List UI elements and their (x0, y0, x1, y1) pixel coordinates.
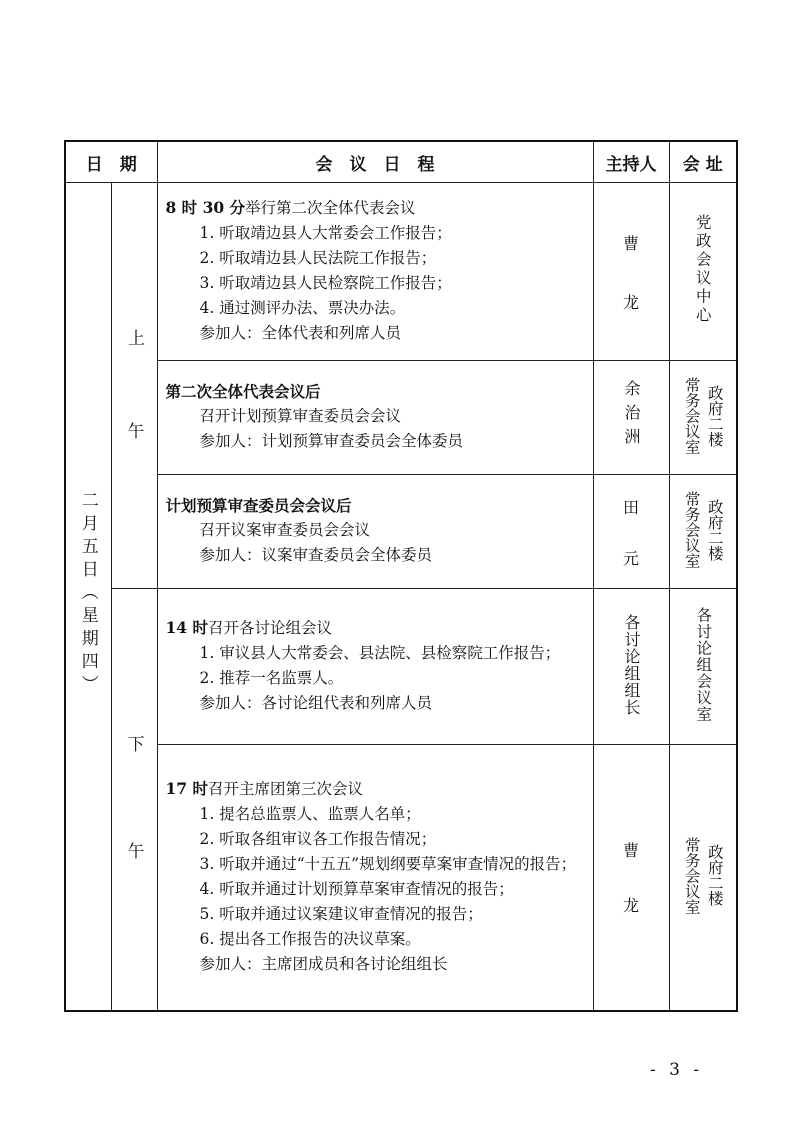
header-agenda: 会 议 日 程 (157, 141, 593, 183)
host-cell (593, 589, 669, 745)
agenda-item: 2. 推荐一名监票人。 (199, 669, 344, 687)
venue-building: 政府二楼 (705, 384, 724, 447)
agenda-heading: 8 时 30 分举行第二次全体代表会议 (165, 198, 416, 217)
host-cell (593, 745, 669, 1011)
agenda-cell (157, 589, 593, 745)
venue-cell (669, 589, 737, 745)
agenda-item: 5. 听取并通过议案建议审查情况的报告； (199, 904, 483, 923)
host-name-part: 龙 (622, 896, 639, 916)
agenda-item: 2. 听取靖边县人民法院工作报告； (199, 249, 437, 267)
agenda-item: 4. 通过测评办法、票决办法。 (199, 299, 406, 317)
period-morning (111, 183, 157, 589)
venue-room: 常务会议室 (682, 836, 701, 914)
agenda-heading: 14 时召开各讨论组会议 (165, 618, 332, 637)
agenda-heading: 计划预算审查委员会会议后 (165, 496, 352, 515)
agenda-cell (157, 361, 593, 475)
agenda-cell (157, 745, 593, 1011)
host-name: 各讨论组组长 (622, 613, 641, 716)
venue-cell (669, 361, 737, 475)
venue-building: 政府二楼 (705, 498, 724, 561)
host-name: 余治洲 (622, 379, 641, 452)
agenda-item: 2. 听取各组审议各工作报告情况； (199, 829, 437, 848)
venue-cell (669, 475, 737, 589)
agenda-heading: 第二次全体代表会议后 (165, 382, 321, 401)
venue-cell (669, 745, 737, 1011)
period-afternoon-bottom: 午 (123, 842, 144, 860)
period-afternoon-top: 下 (123, 735, 144, 753)
date-cell (65, 183, 111, 1011)
attendees: 参加人：主席团成员和各讨论组组长 (199, 954, 448, 973)
host-cell (593, 361, 669, 475)
agenda-item: 3. 听取靖边县人民检察院工作报告； (199, 274, 452, 292)
agenda-item: 6. 提出各工作报告的决议草案。 (199, 929, 421, 948)
venue-cell (669, 183, 737, 361)
period-afternoon (111, 589, 157, 1011)
attendees: 参加人：全体代表和列席人员 (199, 324, 402, 342)
agenda-cell (157, 475, 593, 589)
header-row (65, 141, 737, 183)
period-morning-bottom: 午 (123, 421, 144, 439)
venue-text: 各讨论组会议室 (694, 606, 713, 723)
agenda-item: 3. 听取并通过“十五五”规划纲要草案审查情况的报告； (199, 854, 577, 873)
host-name-part: 曹 (622, 233, 639, 253)
agenda-item: 1. 听取靖边县人大常委会工作报告； (199, 224, 452, 242)
header-host: 主持人 (593, 141, 669, 183)
agenda-item: 1. 审议县人大常委会、县法院、县检察院工作报告； (199, 644, 561, 662)
venue-room: 常务会议室 (682, 490, 701, 569)
host-name-part: 田 (622, 497, 639, 517)
agenda-item: 1. 提名总监票人、监票人名单； (199, 804, 421, 823)
host-name-part: 龙 (622, 292, 639, 312)
host-cell (593, 475, 669, 589)
agenda-item: 4. 听取并通过计划预算草案审查情况的报告； (199, 879, 514, 898)
venue-text: 党政会议中心 (693, 214, 712, 325)
venue-room: 常务会议室 (682, 376, 701, 455)
agenda-item: 召开计划预算审查委员会会议 (199, 407, 402, 425)
agenda-item: 召开议案审查委员会会议 (199, 521, 371, 539)
period-morning-top: 上 (124, 328, 144, 346)
header-date: 日 期 (65, 141, 157, 183)
host-name-part: 曹 (622, 841, 639, 861)
header-venue: 会 址 (669, 141, 737, 183)
attendees: 参加人：计划预算审查委员会全体委员 (199, 432, 464, 450)
agenda-heading: 17 时召开主席团第三次会议 (165, 778, 363, 798)
attendees: 参加人：各讨论组代表和列席人员 (199, 694, 433, 712)
schedule-table (64, 140, 738, 1012)
table-row (65, 183, 737, 361)
host-cell (593, 183, 669, 361)
venue-building: 政府二楼 (705, 844, 724, 907)
table-row (65, 475, 737, 589)
agenda-cell (157, 183, 593, 361)
page-number: - 3 - (650, 1060, 704, 1080)
table-row (65, 589, 737, 745)
date-text: 二月五日（星期四） (77, 490, 98, 698)
table-row (65, 361, 737, 475)
attendees: 参加人：议案审查委员会全体委员 (199, 546, 433, 564)
table-row (65, 745, 737, 1011)
host-name-part: 元 (622, 548, 639, 568)
